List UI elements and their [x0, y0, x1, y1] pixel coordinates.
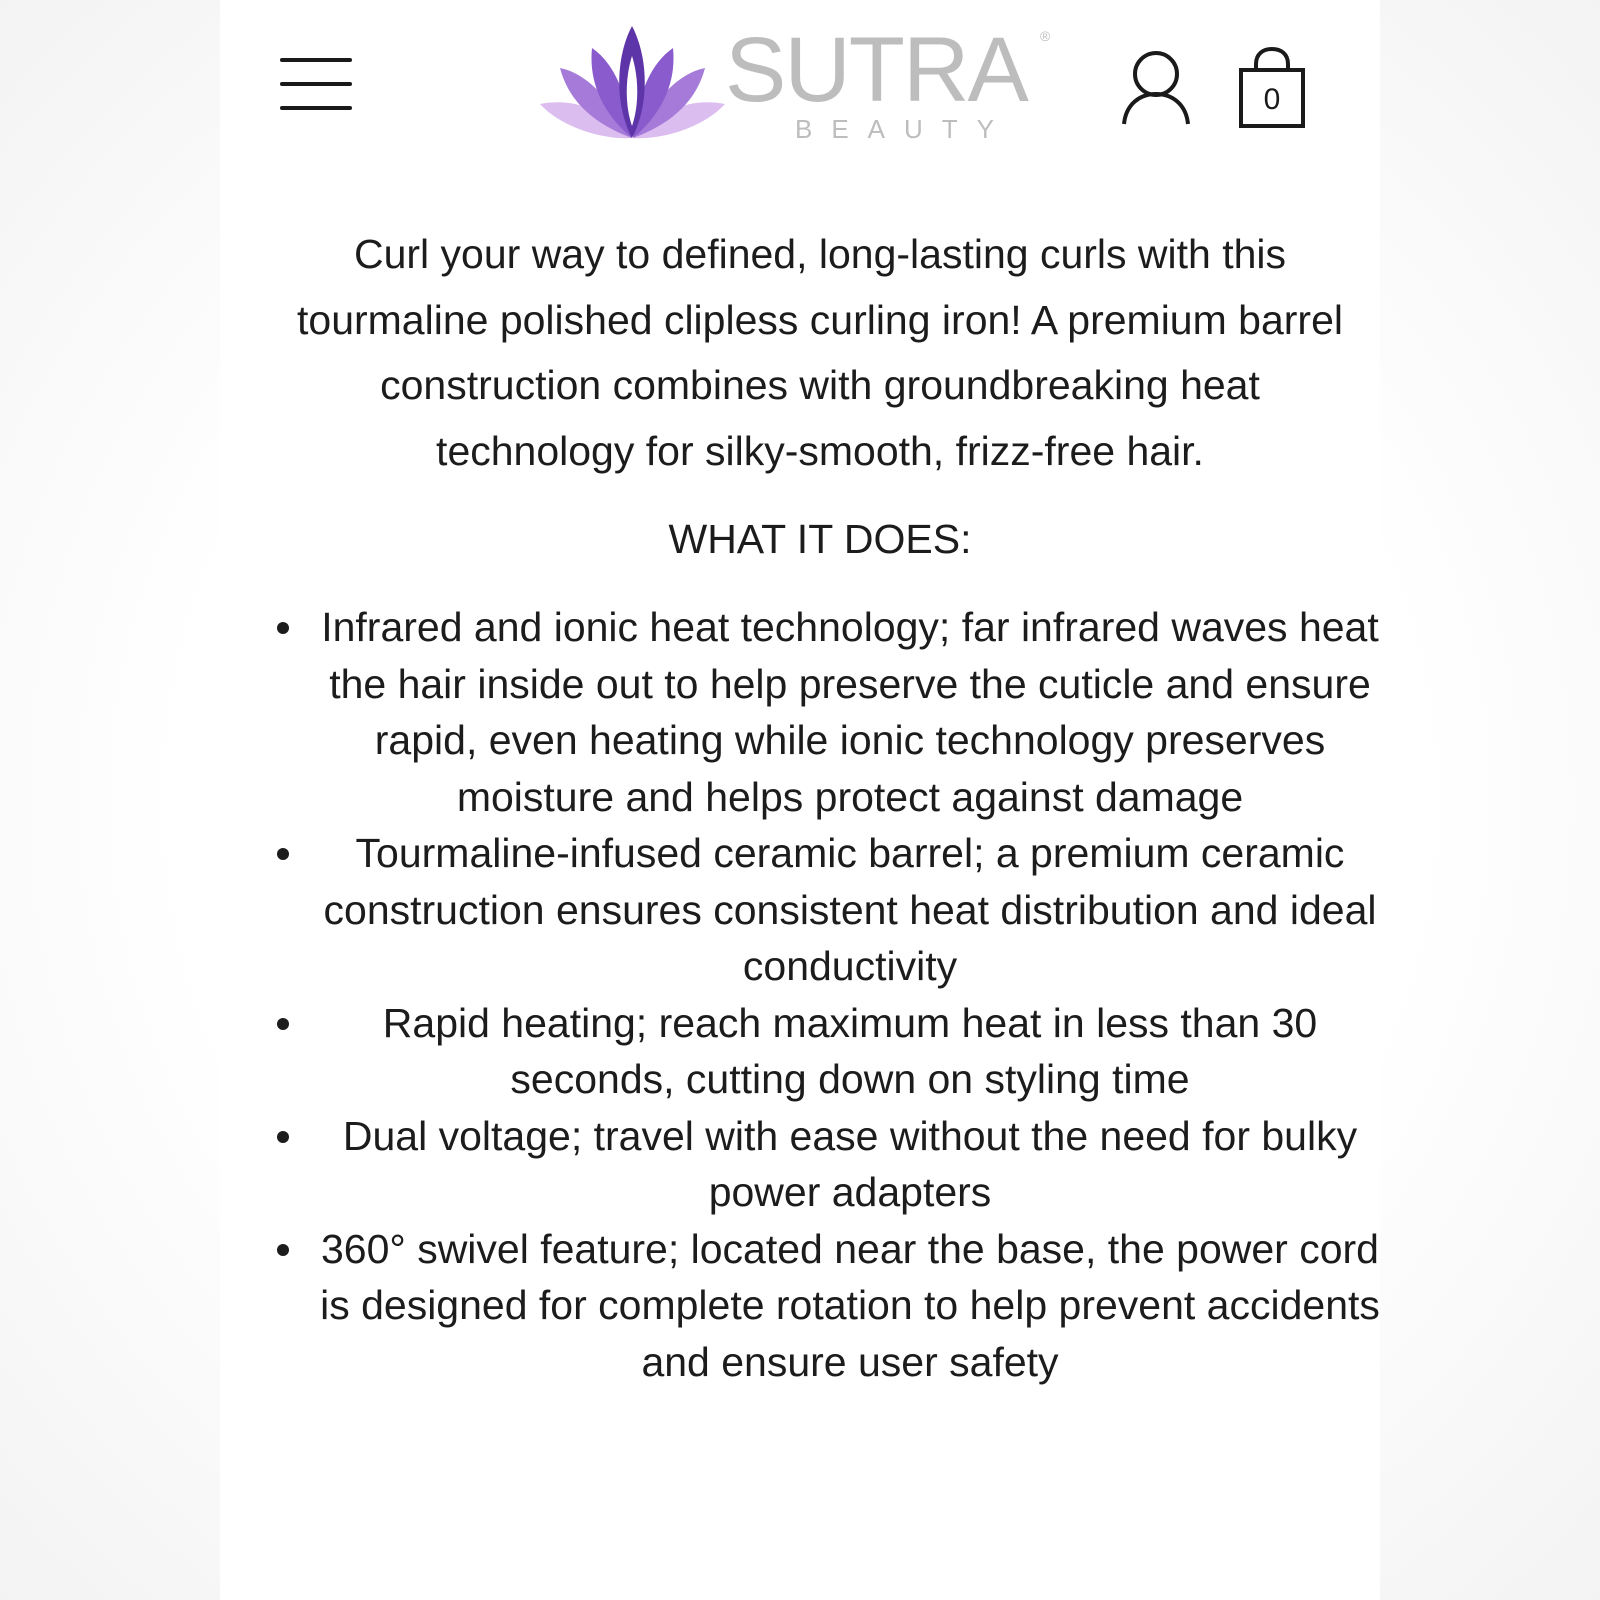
product-description-panel — [220, 0, 1380, 1600]
bullet-icon — [277, 848, 289, 860]
bullet-icon — [277, 1018, 289, 1030]
brand-tagline: BEAUTY — [795, 114, 1014, 144]
feature-text: Rapid heating; reach maximum heat in less than 30 seconds, cutting down on styling time — [382, 999, 1318, 1102]
list-item — [260, 599, 1380, 825]
bullet-icon — [277, 1244, 289, 1256]
section-title: WHAT IT DOES: — [668, 516, 972, 562]
intro-paragraph: Curl your way to defined, long-lasting curls with this tourmaline polished clipless curling iron! A premium barrel construction combines with groundbreaking heat technology for silky-smooth, frizz-free hair. — [297, 231, 1343, 474]
feature-text: Infrared and ionic heat technology; far infrared waves heat the hair inside out to help preserve the cuticle and ensure rapid, even heating while ionic technology preserves moisture and helps protect against damage — [321, 604, 1379, 820]
sutra-beauty-logo[interactable] — [540, 20, 1060, 150]
user-account-icon[interactable] — [1120, 50, 1192, 126]
product-description — [260, 222, 1380, 1390]
feature-text: Tourmaline-infused ceramic barrel; a premium ceramic construction ensures consistent heat distribution and ideal conductivity — [323, 830, 1377, 989]
feature-text: Dual voltage; travel with ease without the need for bulky power adapters — [342, 1112, 1358, 1215]
shopping-bag-icon[interactable] — [1238, 46, 1306, 130]
cart-count-badge: 0 — [1263, 83, 1281, 116]
bullet-icon — [277, 622, 289, 634]
lotus-logo-icon — [540, 26, 725, 146]
feature-list — [260, 599, 1380, 1390]
feature-text: 360° swivel feature; located near the base, the power cord is designed for complete rotation to help prevent accidents and ensure user safety — [320, 1225, 1380, 1385]
brand-wordmark: SUTRA — [725, 19, 1027, 121]
registered-mark: ® — [1040, 28, 1051, 44]
site-header — [220, 0, 1380, 180]
bullet-icon — [277, 1131, 289, 1143]
list-item — [260, 995, 1380, 1108]
hamburger-menu-icon[interactable] — [280, 54, 352, 114]
list-item — [260, 1221, 1380, 1391]
list-item — [260, 1108, 1380, 1221]
list-item — [260, 825, 1380, 995]
